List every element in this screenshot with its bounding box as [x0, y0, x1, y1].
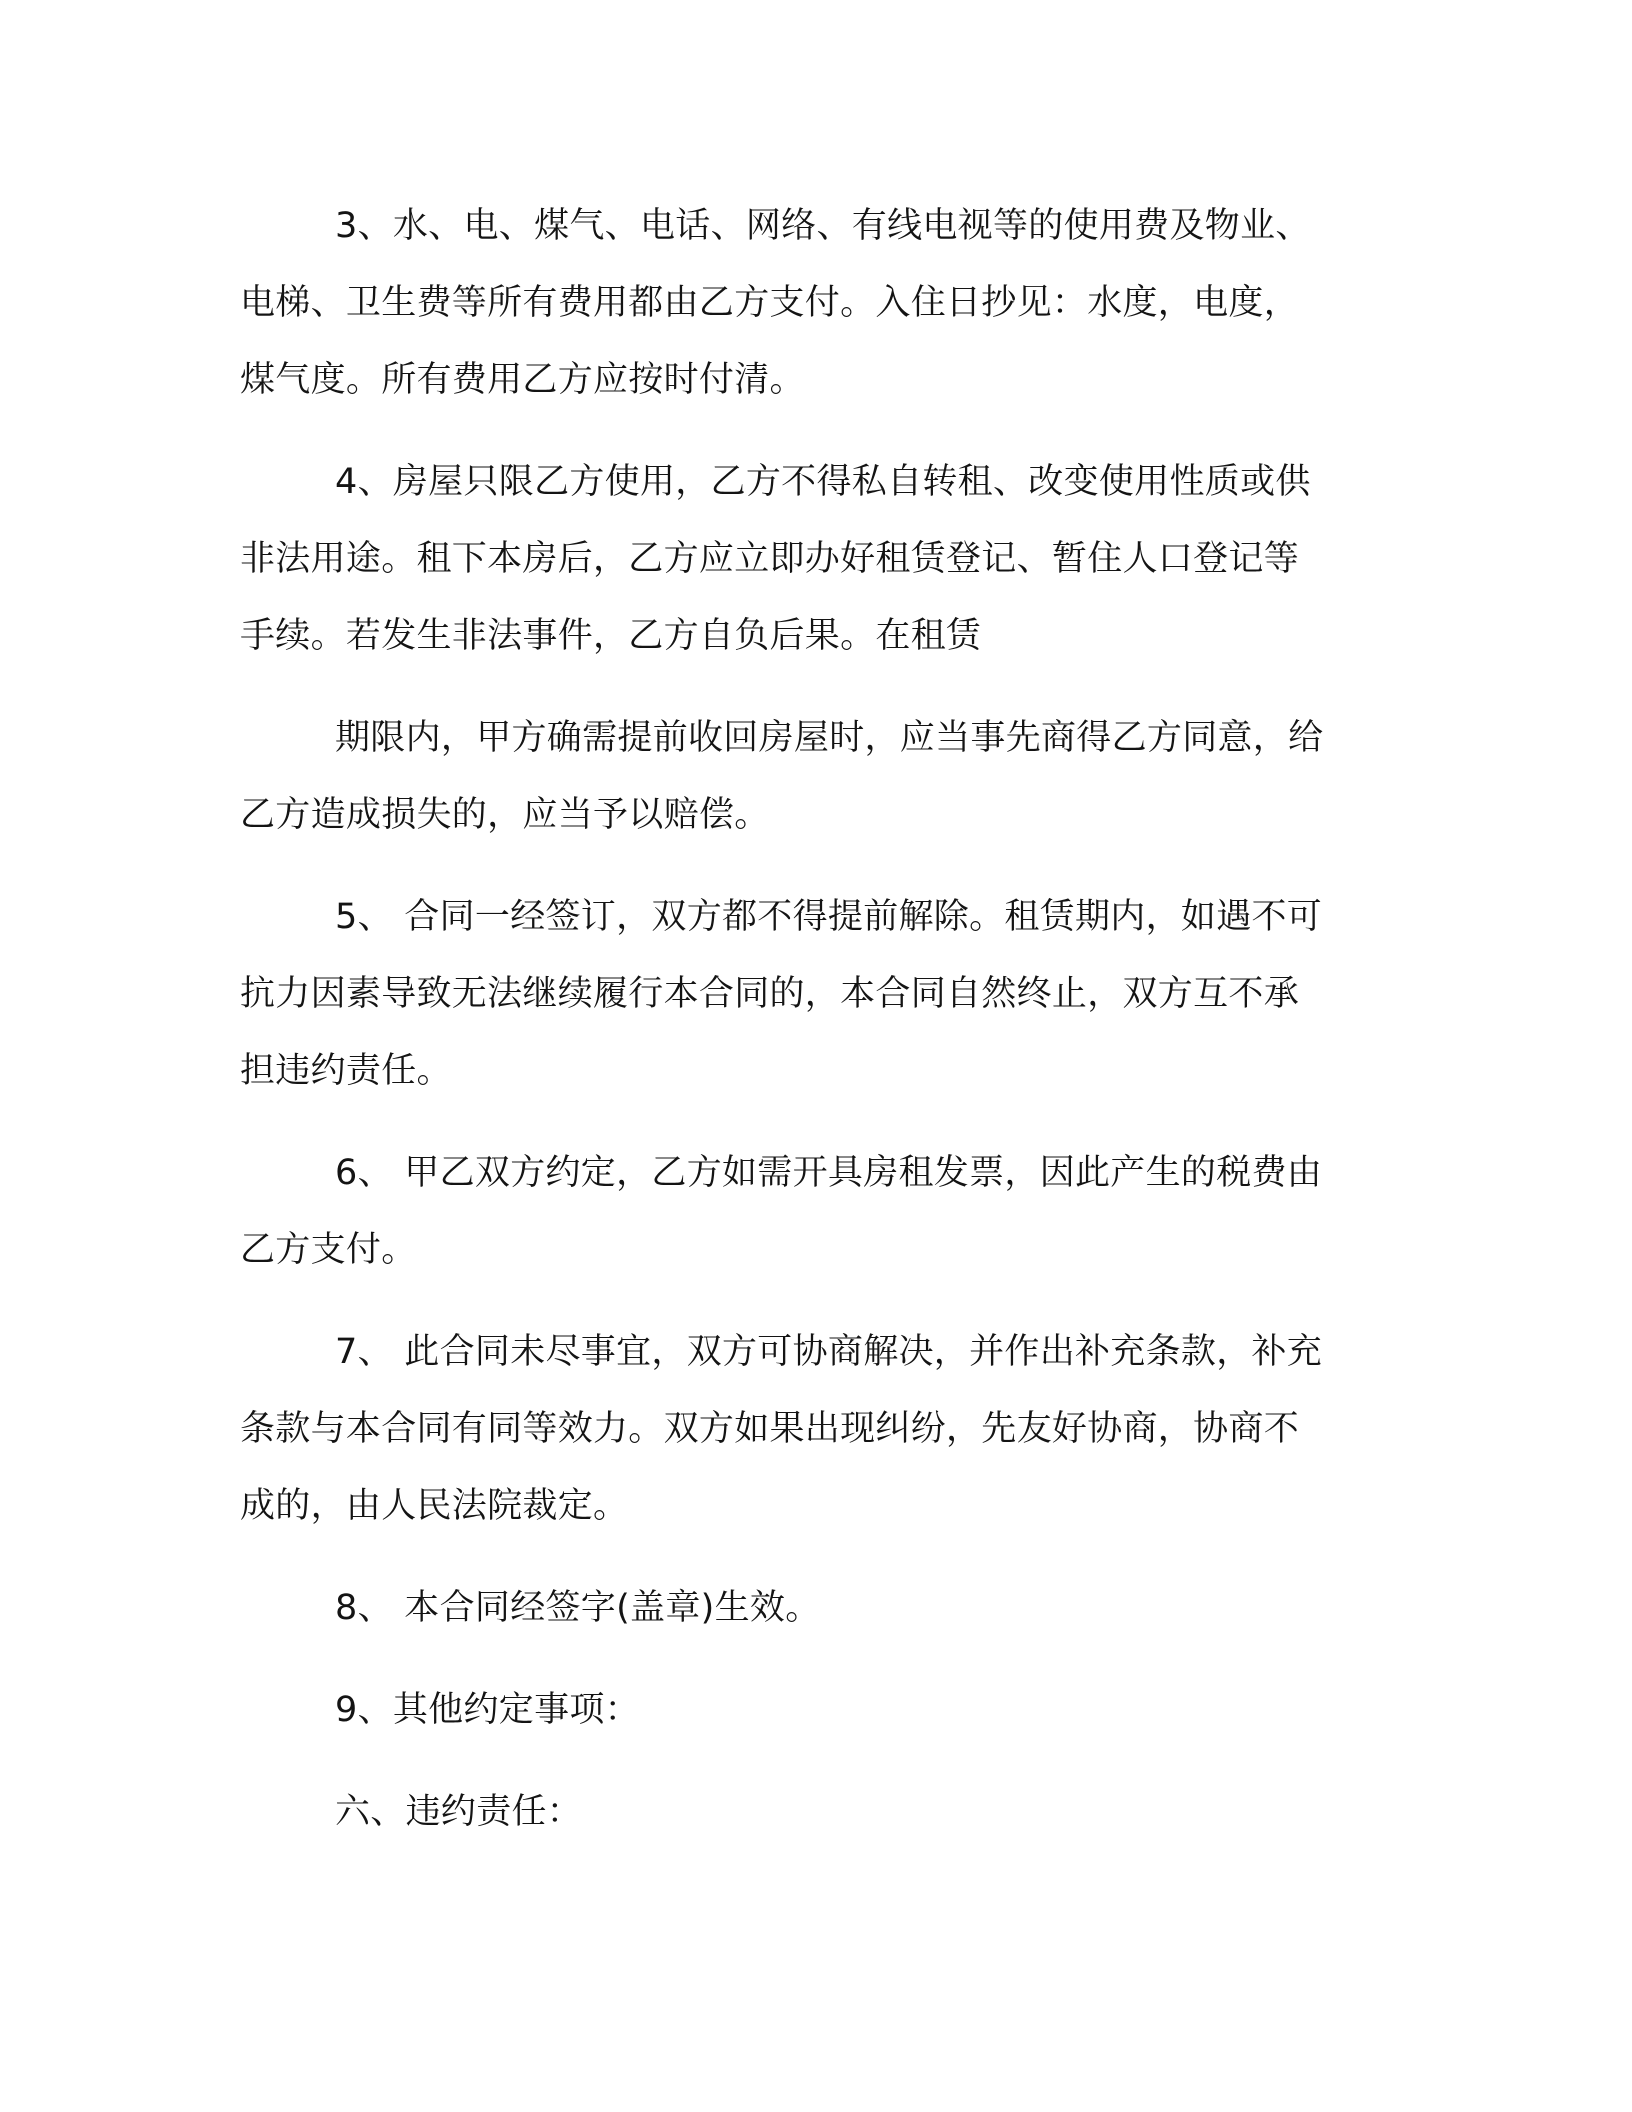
- paragraph-line: 成的，由人民法院裁定。: [240, 1486, 629, 1526]
- clause-7-paragraph: [240, 1314, 1390, 1545]
- paragraph-line: 电梯、卫生费等所有费用都由乙方支付。入住日抄见：水度，电度，: [240, 283, 1300, 323]
- paragraph-line: 乙方支付。: [240, 1230, 417, 1270]
- clause-5-paragraph: [240, 879, 1390, 1110]
- paragraph-line: 乙方造成损失的，应当予以赔偿。: [240, 795, 770, 835]
- clause-4-continuation-paragraph: [240, 700, 1390, 854]
- paragraph-line: 3、水、电、煤气、电话、网络、有线电视等的使用费及物业、: [335, 206, 1311, 246]
- paragraph-line: 期限内，甲方确需提前收回房屋时，应当事先商得乙方同意，给: [335, 718, 1324, 758]
- paragraph-line: 5、 合同一经签订，双方都不得提前解除。租赁期内，如遇不可: [335, 897, 1323, 937]
- paragraph-line: 7、 此合同未尽事宜，双方可协商解决，并作出补充条款，补充: [335, 1332, 1323, 1372]
- paragraph-line: 非法用途。租下本房后，乙方应立即办好租赁登记、暂住人口登记等: [240, 539, 1300, 579]
- clause-8-paragraph: [240, 1570, 1390, 1647]
- paragraph-line: 抗力因素导致无法继续履行本合同的，本合同自然终止，双方互不承: [240, 974, 1300, 1014]
- clause-6-paragraph: [240, 1135, 1390, 1289]
- paragraph-line: 担违约责任。: [240, 1051, 452, 1091]
- paragraph-line: 9、其他约定事项：: [335, 1690, 640, 1730]
- paragraph-line: 8、 本合同经签字(盖章)生效。: [335, 1588, 821, 1628]
- paragraph-line: 6、 甲乙双方约定，乙方如需开具房租发票，因此产生的税费由: [335, 1153, 1323, 1193]
- clause-3-paragraph: [240, 188, 1390, 419]
- paragraph-line: 手续。若发生非法事件，乙方自负后果。在租赁: [240, 616, 982, 656]
- paragraph-line: 4、房屋只限乙方使用，乙方不得私自转租、改变使用性质或供: [335, 462, 1311, 502]
- paragraph-line: 条款与本合同有同等效力。双方如果出现纠纷，先友好协商，协商不: [240, 1409, 1300, 1449]
- clause-4-paragraph: [240, 444, 1390, 675]
- section-heading-breach-liability: [240, 1774, 1390, 1851]
- document-page: [240, 188, 1390, 1876]
- paragraph-line: 煤气度。所有费用乙方应按时付清。: [240, 360, 805, 400]
- clause-9-paragraph: [240, 1672, 1390, 1749]
- section-heading-text: 六、违约责任：: [335, 1792, 583, 1832]
